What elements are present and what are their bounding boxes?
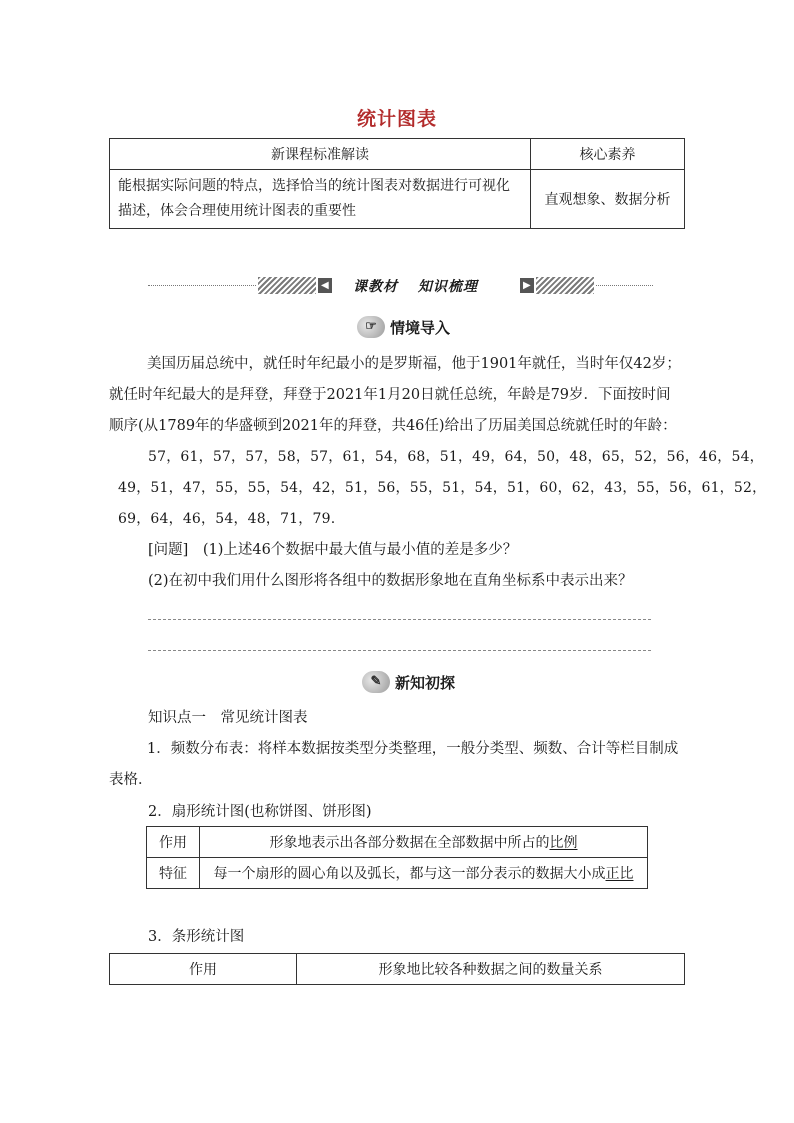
pie-row1-underline: 比例 bbox=[549, 835, 578, 851]
banner-label bbox=[353, 276, 513, 296]
pie-row2-text: 每一个扇形的圆心角以及弧长，都与这一部分表示的数据大小成 bbox=[213, 866, 606, 882]
section-banner bbox=[148, 272, 653, 300]
banner-left-dotline bbox=[148, 285, 256, 286]
standards-header-left: 新课程标准解读 bbox=[110, 139, 531, 170]
standards-row-right: 直观想象、数据分析 bbox=[531, 170, 685, 229]
item-1-frequency-table: 1．频数分布表：将样本数据按类型分类整理，一般分类型、频数、合计等栏目制成表格． bbox=[109, 741, 679, 788]
banner-right-stripe bbox=[536, 277, 594, 294]
answer-line-1 bbox=[148, 619, 651, 620]
bar-row1-label: 作用 bbox=[110, 954, 297, 985]
book-icon: ✎ bbox=[362, 671, 390, 693]
banner-bold: 课教材 bbox=[353, 279, 398, 295]
item-2-pie-chart: 2．扇形统计图(也称饼图、饼形图) bbox=[148, 804, 372, 820]
new-knowledge-heading-text: 新知初探 bbox=[395, 673, 456, 692]
section-heading-situation bbox=[357, 316, 450, 338]
knowledge-point-1: 知识点一 常见统计图表 bbox=[148, 710, 308, 726]
answer-line-2 bbox=[148, 650, 651, 651]
question-1: [问题] (1)上述46个数据中最大值与最小值的差是多少？ bbox=[148, 542, 518, 558]
bar-row1-value: 形象地比较各种数据之间的数量关系 bbox=[297, 954, 685, 985]
pie-row1-text: 形象地表示出各部分数据在全部数据中所占的 bbox=[269, 835, 550, 851]
standards-row-left: 能根据实际问题的特点，选择恰当的统计图表对数据进行可视化描述，体会合理使用统计图表的重要性 bbox=[110, 170, 531, 229]
numbers-line-2: 49，51，47，55，55，54，42，51，56，55，51，54，51，60，62，43，55，56，61，52， bbox=[118, 480, 767, 496]
numbers-line-1: 57，61，57，57，58，57，61，54，68，51，49，64，50，48，65，52，56，46，54， bbox=[148, 449, 764, 465]
pie-row2-label: 特征 bbox=[147, 858, 200, 889]
bar-chart-table bbox=[109, 953, 685, 985]
pie-row1-label: 作用 bbox=[147, 827, 200, 858]
item-3-bar-chart: 3．条形统计图 bbox=[148, 929, 245, 945]
pie-row2-underline: 正比 bbox=[605, 866, 634, 882]
banner-right-dotline bbox=[596, 285, 653, 286]
pie-row2-value bbox=[200, 858, 648, 889]
section-heading-new-knowledge bbox=[362, 671, 455, 693]
pointer-hand-icon: ☞ bbox=[357, 316, 385, 338]
question-2: (2)在初中我们用什么图形将各组中的数据形象地在直角坐标系中表示出来？ bbox=[148, 573, 633, 589]
situation-paragraph: 美国历届总统中，就任时年纪最小的是罗斯福，他于1901年就任，当时年仅42岁；就任时年纪最大的是拜登，拜登于2021年1月20日就任总统，年龄是79岁．下面按时间顺序(从1789年的华盛顿到2021年的拜登，共46任)给出了历届美国总统就任时的年龄： bbox=[109, 356, 681, 434]
banner-left-arrow-icon: ◀ bbox=[318, 278, 332, 293]
standards-table bbox=[109, 138, 685, 229]
page-title: 统计图表 bbox=[356, 108, 437, 130]
standards-header-right: 核心素养 bbox=[531, 139, 685, 170]
banner-left-stripe bbox=[258, 277, 316, 294]
pie-chart-table bbox=[146, 826, 648, 889]
numbers-line-3: 69，64，46，54，48，71，79. bbox=[118, 511, 336, 527]
banner-right-arrow-icon: ▶ bbox=[520, 278, 534, 293]
situation-heading-text: 情境导入 bbox=[390, 318, 451, 337]
pie-row1-value bbox=[200, 827, 648, 858]
banner-text: 知识梳理 bbox=[417, 279, 478, 295]
